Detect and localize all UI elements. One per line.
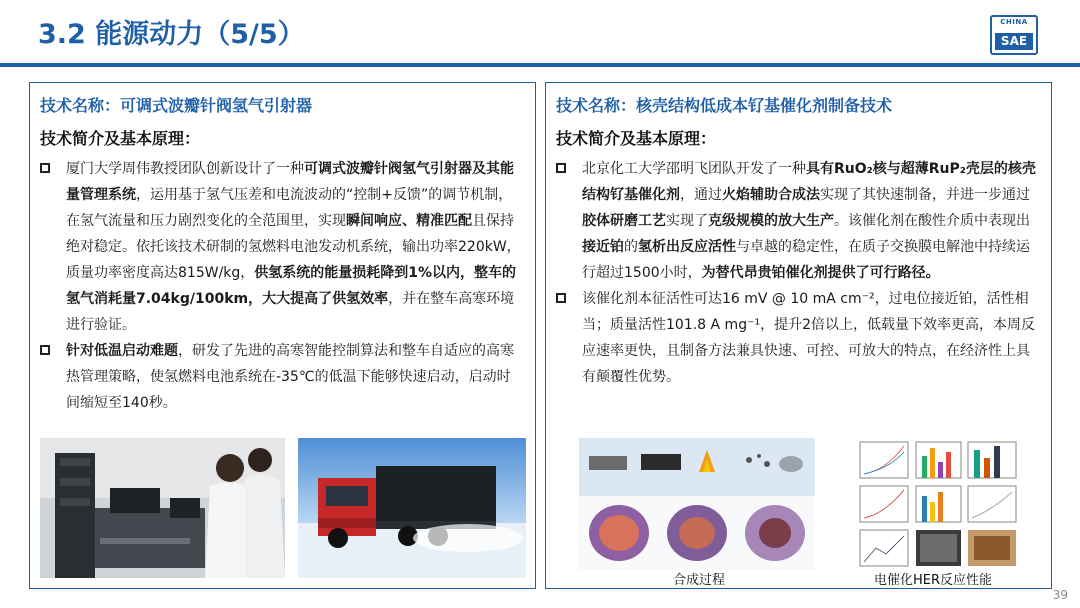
left-tech-title: 技术名称：可调式波瓣针阀氢气引射器 <box>40 96 313 115</box>
left-bullet-list <box>40 156 524 416</box>
hydrogen-truck-snow-photo <box>298 438 526 578</box>
synthesis-caption: 合成过程 <box>673 573 726 588</box>
right-bullet-2: 该催化剂本征活性可达16 mV @ 10 mA cm⁻²，过电位接近铂，活性相当；质量活性101.8 A mg⁻¹，提升2倍以上，低载量下效率更高，本周反应速率更快，且制备方法兼具快速、可控、可放大的特点，在经济性上具有颠覆性优势。 <box>556 286 1040 390</box>
synthesis-process-figure <box>579 438 815 570</box>
page-number: 39 <box>1052 588 1068 602</box>
header-divider <box>0 63 1080 67</box>
logo-bottom-text: SAE <box>995 33 1033 50</box>
right-tech-title: 技术名称：核壳结构低成本钌基催化剂制备技术 <box>556 96 893 115</box>
slide-title: 3.2 能源动力（5/5） <box>38 19 305 50</box>
checkbox-bullet-icon <box>556 163 566 173</box>
left-panel <box>29 82 536 589</box>
checkbox-bullet-icon <box>40 345 50 355</box>
checkbox-bullet-icon <box>40 163 50 173</box>
left-bullet-2: 针对低温启动难题，研发了先进的高寒智能控制算法和整车自适应的高寒热管理策略，使氢燃料电池系统在-35℃的低温下能够快速启动，启动时间缩短至140秒。 <box>40 338 524 416</box>
right-subtitle: 技术简介及基本原理： <box>556 129 717 148</box>
china-sae-logo <box>990 15 1038 55</box>
her-caption: 电催化HER反应性能 <box>874 573 993 588</box>
right-bullet-1: 北京化工大学邵明飞团队开发了一种具有RuO₂核与超薄RuP₂壳层的核壳结构钌基催化剂，通过火焰辅助合成法实现了其快速制备，并进一步通过胶体研磨工艺实现了克级规模的放大生产。该催化剂在酸性介质中表现出接近铂的氢析出反应活性与卓越的稳定性，在质子交换膜电解池中持续运行超过1500小时，为替代昂贵铂催化剂提供了可行路径。 <box>556 156 1040 286</box>
her-performance-figure <box>856 438 1021 570</box>
lab-researchers-photo <box>40 438 285 578</box>
logo-top-text: CHINA <box>1000 18 1028 26</box>
checkbox-bullet-icon <box>556 293 566 303</box>
left-bullet-1: 厦门大学周伟教授团队创新设计了一种可调式波瓣针阀氢气引射器及其能量管理系统，运用基于氢气压差和电流波动的“控制+反馈”的调节机制，在氢气流量和压力剧烈变化的全范围里，实现瞬间响应、精准匹配且保持绝对稳定。依托该技术研制的氢燃料电池发动机系统，输出功率220kW，质量功率密度高达815W/kg，供氢系统的能量损耗降到1%以内，整车的氢气消耗量7.04kg/100km，大大提高了供氢效率，并在整车高寒环境进行验证。 <box>40 156 524 338</box>
right-panel <box>545 82 1052 589</box>
right-bullet-list <box>556 156 1040 390</box>
left-subtitle: 技术简介及基本原理： <box>40 129 201 148</box>
